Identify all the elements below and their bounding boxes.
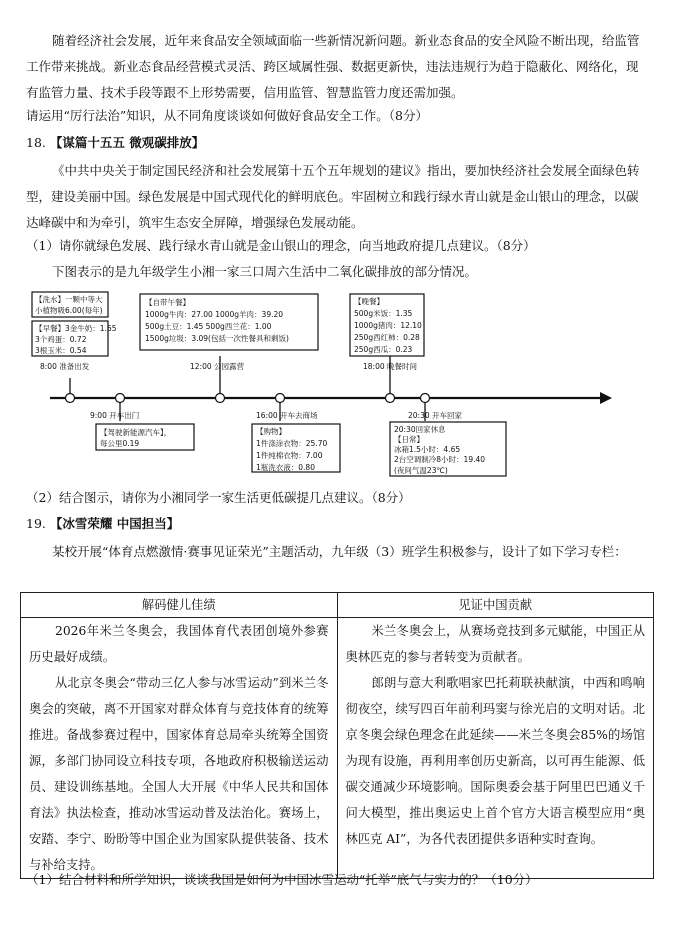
time-1200: 12:00 公园露营 — [190, 362, 244, 371]
svg-text:1件纯棉衣物：7.00: 1件纯棉衣物：7.00 — [256, 451, 323, 460]
box-dinner — [350, 294, 424, 356]
q18-paragraph: 《中共中央关于制定国民经济和社会发展第十五个五年规划的建议》指出，要加快经济社会发展全面绿色转型，建设美丽中国。绿色发展是中国式现代化的鲜明底色。牢固树立和践行绿水青山就是金山银山的理念，以碳达峰碳中和为牵引，筑牢生态安全屏障，增强绿色发展动能。 — [26, 163, 640, 230]
timeline-arrow — [600, 392, 612, 404]
svg-text:1500g垃圾：3.09(包括一次性餐具和剩饭): 1500g垃圾：3.09(包括一次性餐具和剩饭) — [145, 334, 289, 343]
time-0900: 9:00 开车出门 — [90, 411, 140, 420]
time-1600: 16:00 开车去商场 — [256, 411, 318, 420]
svg-text:【早餐】3金牛奶：1.65: 【早餐】3金牛奶：1.65 — [35, 324, 117, 333]
svg-text:1瓶洗衣液：0.80: 1瓶洗衣液：0.80 — [256, 463, 315, 472]
table-header-left: 解码健儿佳绩 — [21, 593, 338, 618]
intro-paragraph: 随着经济社会发展，近年来食品安全领域面临一些新情况新问题。新业态食品的安全风险不断出现，给监管工作带来挑战。新业态食品经营模式灵活、跨区域属性强、数据更新快，违法违规行为趋于隐蔽化、网络化，现有监管力量、技术手段等跟不上形势需要，信用监管、智慧监管力度还需加强。 — [26, 33, 640, 100]
svg-text:1件涤涂衣物：25.70: 1件涤涂衣物：25.70 — [256, 439, 328, 448]
svg-text:500g土豆：1.45 500g西兰花：1.00: 500g土豆：1.45 500g西兰花：1.00 — [145, 322, 272, 331]
left-para-1: 2026年米兰冬奥会，我国体育代表团创境外参赛历史最好成绩。 — [29, 624, 329, 664]
svg-text:3根玉米：0.54: 3根玉米：0.54 — [35, 346, 87, 355]
q19-number: 19. — [26, 516, 46, 531]
svg-text:250g西红柿：0.28: 250g西红柿：0.28 — [354, 333, 420, 342]
q18-sub2: （2）结合图示，请你为小湘同学一家生活更低碳提几点建议。（8分） — [26, 490, 411, 505]
svg-text:500g米饭：1.35: 500g米饭：1.35 — [354, 309, 413, 318]
box-home — [390, 422, 506, 476]
svg-text:1000g猪肉：12.10: 1000g猪肉：12.10 — [354, 321, 422, 330]
svg-text:20:30回家休息: 20:30回家休息 — [394, 425, 446, 434]
q18-figure-intro: 下图表示的是九年级学生小湘一家三口周六生活中二氧化碳排放的部分情况。 — [52, 264, 478, 279]
q19-intro: 某校开展“体育点燃激情·赛事见证荣光”主题活动，九年级（3）班学生积极参与，设计了如下学习专栏： — [52, 544, 627, 559]
svg-text:【驾驶新能源汽车】，: 【驾驶新能源汽车】， — [100, 428, 172, 437]
box-wash — [32, 292, 108, 317]
svg-text:【自带午餐】: 【自带午餐】 — [145, 298, 190, 307]
q18-number: 18. — [26, 135, 46, 150]
svg-text:3个鸡蛋：0.72: 3个鸡蛋：0.72 — [35, 335, 87, 344]
q18-title: 【谋篇十五五 微观碳排放】 — [49, 135, 205, 150]
q19-sub1: （1）结合材料和所学知识，谈谈我国是如何为中国冰雪运动“托举”底气与实力的？（10分） — [26, 872, 538, 887]
time-1800: 18:00 晚餐时间 — [363, 362, 417, 371]
table-cell-right — [337, 618, 654, 879]
svg-text:2台空调制冷8小时：19.40: 2台空调制冷8小时：19.40 — [394, 455, 486, 464]
svg-text:【日常】: 【日常】 — [394, 435, 424, 444]
svg-text:冰箱1.5小时：4.65: 冰箱1.5小时：4.65 — [394, 445, 461, 454]
box-lunch — [140, 294, 318, 350]
table-cell-left — [21, 618, 338, 879]
svg-text:每公里0.19: 每公里0.19 — [100, 439, 140, 448]
svg-text:【晚餐】: 【晚餐】 — [354, 297, 384, 306]
svg-text:小植物吸6.00(每年): 小植物吸6.00(每年) — [35, 306, 103, 315]
q19-heading — [26, 514, 179, 532]
q18-heading — [26, 133, 204, 151]
right-para-2: 郎朗与意大利歌唱家巴托莉联袂献演，中西和鸣响彻夜空，续写四百年前利玛窦与徐光启的文明对话。北京冬奥会绿色理念在此延续——米兰冬奥会85%的场馆为现有设施，再利用率创历史新高，以可再生能源、低碳交通减少环境影响。国际奥委会基于阿里巴巴通义千问大模型，推出奥运史上首个官方大语言模型应用“奥林匹克 AI”，为各代表团提供多语种实时查询。 — [345, 676, 645, 846]
right-para-1: 米兰冬奥会上，从赛场竞技到多元赋能，中国正从奥林匹克的参与者转变为贡献者。 — [345, 624, 645, 664]
svg-text:【洗水】一颗中等大: 【洗水】一颗中等大 — [35, 295, 103, 304]
svg-text:1000g牛肉：27.00 1000g羊肉：39.20: 1000g牛肉：27.00 1000g羊肉：39.20 — [145, 310, 284, 319]
box-shopping — [252, 424, 340, 472]
svg-text:250g西瓜：0.23: 250g西瓜：0.23 — [354, 345, 413, 354]
box-new-energy-car — [96, 424, 194, 450]
time-2030: 20:30 开车回家 — [408, 411, 462, 420]
svg-text:(夜间气温23℃): (夜间气温23℃) — [394, 466, 448, 475]
svg-text:【购物】: 【购物】 — [256, 427, 286, 436]
q18-sub1: （1）请你就绿色发展、践行绿水青山就是金山银山的理念，向当地政府提几点建议。（8分） — [26, 238, 536, 253]
q19-title: 【冰雪荣耀 中国担当】 — [49, 516, 180, 531]
intro-question: 请运用“厉行法治”知识，从不同角度谈谈如何做好食品安全工作。（8分） — [26, 108, 428, 123]
time-0800: 8:00 准备出发 — [40, 362, 90, 371]
left-para-2: 从北京冬奥会“带动三亿人参与冰雪运动”到米兰冬奥会的突破，离不开国家对群众体育与竞技体育的统筹推进。备战参赛过程中，国家体育总局牵头统筹全国资源，多部门协同设立科技专项，各地政府积极输送运动员、建设训练基地。全国人大开展《中华人民共和国体育法》执法检查，推动冰雪运动普及法治化。赛场上，安踏、李宁、盼盼等中国企业为国家队提供装备、技术与补给支持。 — [29, 676, 329, 872]
box-breakfast — [32, 321, 117, 356]
co2-timeline-figure — [30, 288, 630, 478]
table-header-right: 见证中国贡献 — [337, 593, 654, 618]
q19-material-table — [20, 592, 654, 879]
